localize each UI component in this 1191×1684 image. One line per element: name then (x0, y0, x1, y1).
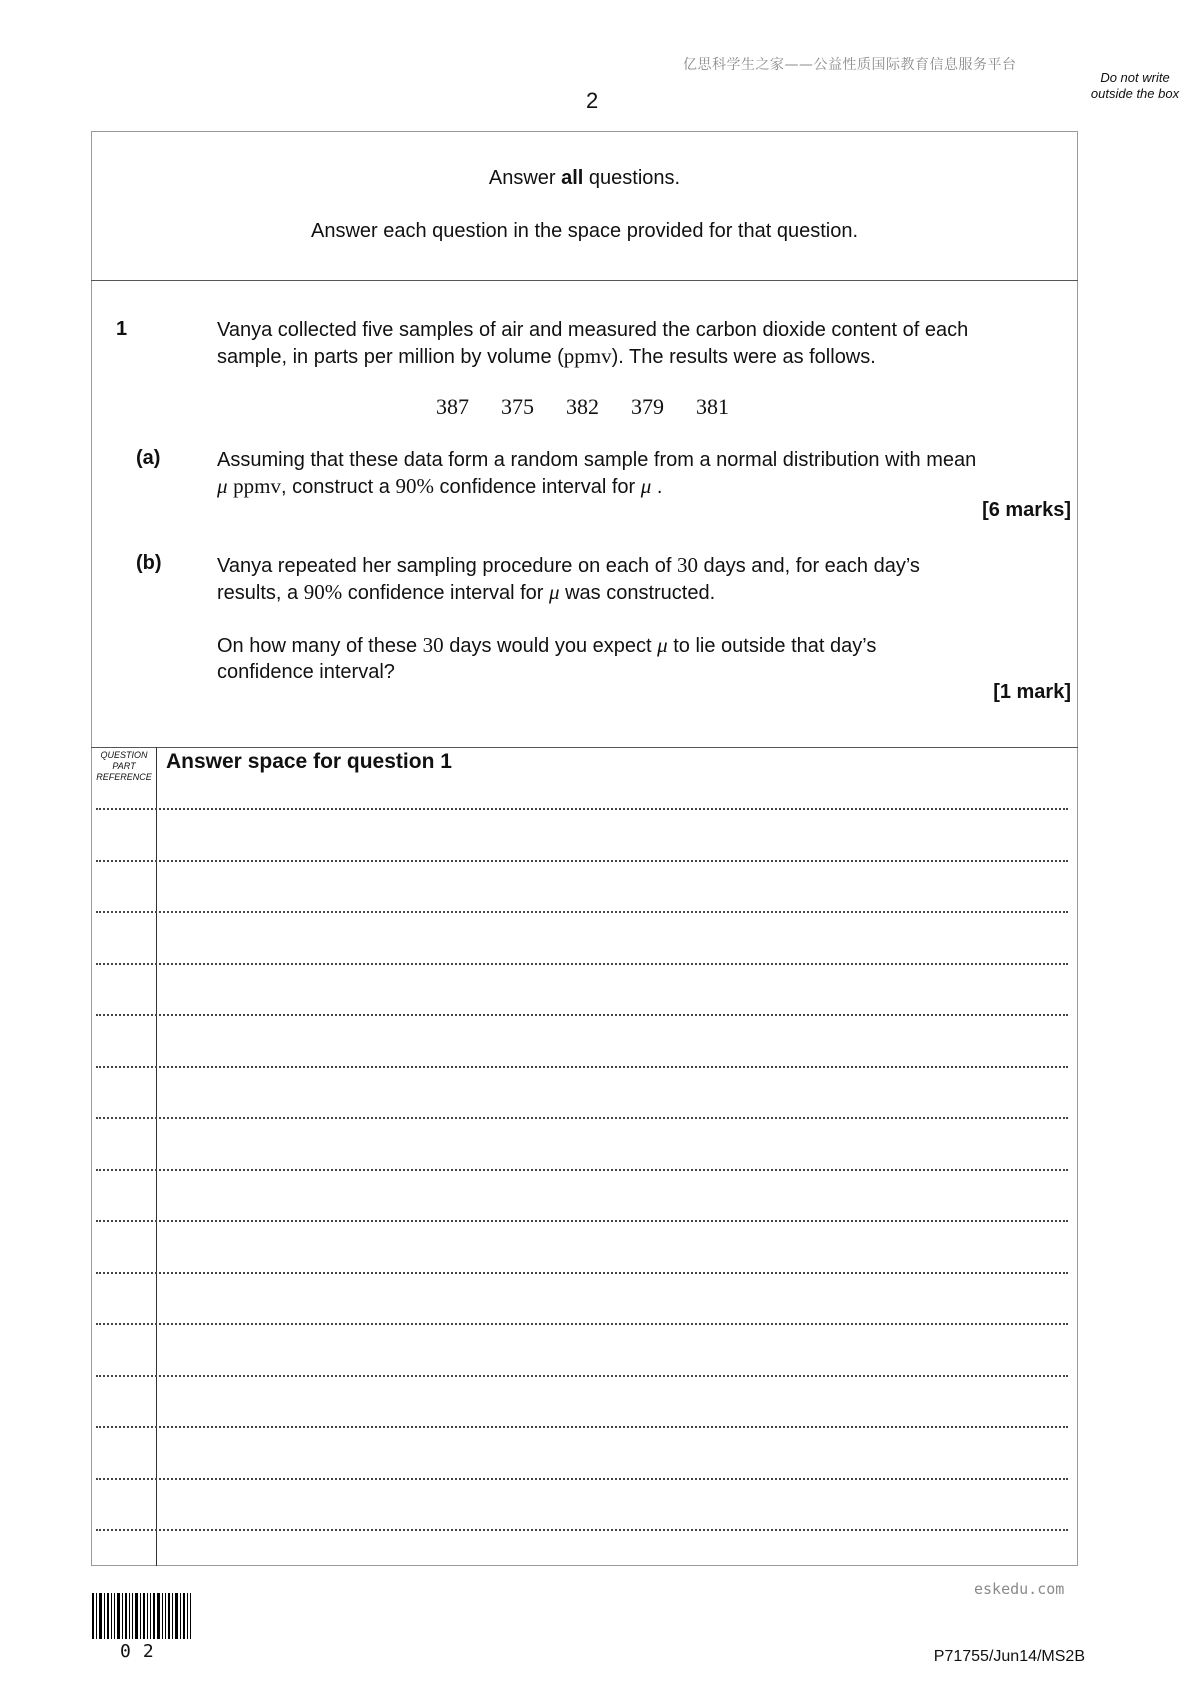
answer-line[interactable] (96, 1169, 1068, 1171)
answer-line[interactable] (96, 808, 1068, 810)
top-watermark: 亿思科学生之家——公益性质国际教育信息服务平台 (683, 57, 1017, 73)
answer-line[interactable] (96, 1220, 1068, 1222)
part-b-label: (b) (136, 552, 162, 574)
answer-line[interactable] (96, 1014, 1068, 1016)
instruction-line-1: Answer all questions. (488, 167, 681, 189)
reference-column-line (156, 747, 157, 1566)
paper-code: P71755/Jun14/MS2B (933, 1648, 1085, 1665)
answer-line[interactable] (96, 1478, 1068, 1480)
answer-line[interactable] (96, 1529, 1068, 1531)
answer-line[interactable] (96, 1323, 1068, 1325)
answer-line[interactable] (96, 1426, 1068, 1428)
divider (91, 280, 1078, 281)
question-number: 1 (116, 318, 128, 340)
answer-divider (91, 747, 1078, 748)
answer-line[interactable] (96, 1375, 1068, 1377)
answer-line[interactable] (96, 860, 1068, 862)
answer-line[interactable] (96, 1272, 1068, 1274)
data-value: 375 (501, 394, 534, 419)
answer-line[interactable] (96, 911, 1068, 913)
question-part-reference-label: QUESTION PART REFERENCE (96, 750, 152, 782)
part-b-marks: [1 mark] (993, 681, 1071, 703)
answer-line[interactable] (96, 1066, 1068, 1068)
instruction-line-2: Answer each question in the space provided for that question. (310, 220, 858, 242)
part-a-marks: [6 marks] (982, 499, 1071, 521)
part-a-label: (a) (136, 447, 161, 469)
barcode (92, 1593, 195, 1639)
barcode-number: 02 (120, 1641, 166, 1662)
answer-space-title: Answer space for question 1 (166, 750, 452, 773)
page-number: 2 (586, 88, 599, 113)
answer-line[interactable] (96, 1117, 1068, 1119)
data-value: 387 (436, 394, 469, 419)
data-value: 382 (566, 394, 599, 419)
data-value: 379 (631, 394, 664, 419)
data-values (436, 394, 729, 420)
margin-note: Do not write outside the box (1090, 70, 1180, 101)
footer-watermark: eskedu.com (974, 1580, 1065, 1598)
answer-line[interactable] (96, 963, 1068, 965)
part-a-text: Assuming that these data form a random sample from a normal distribution with mean μ ppmv, construct a 90% confidence interval for μ . (217, 449, 977, 498)
question-intro: Vanya collected five samples of air and measured the carbon dioxide content of each sample, in parts per million by volume (ppmv). The results were as follows. (217, 319, 969, 368)
data-value: 381 (696, 394, 729, 419)
part-b-text: Vanya repeated her sampling procedure on each of 30 days and, for each day’s results, a 90% confidence interval for μ was constructed. On how many of these 30 days would you expect μ to lie outside that day’s confidence interval? (217, 553, 920, 683)
